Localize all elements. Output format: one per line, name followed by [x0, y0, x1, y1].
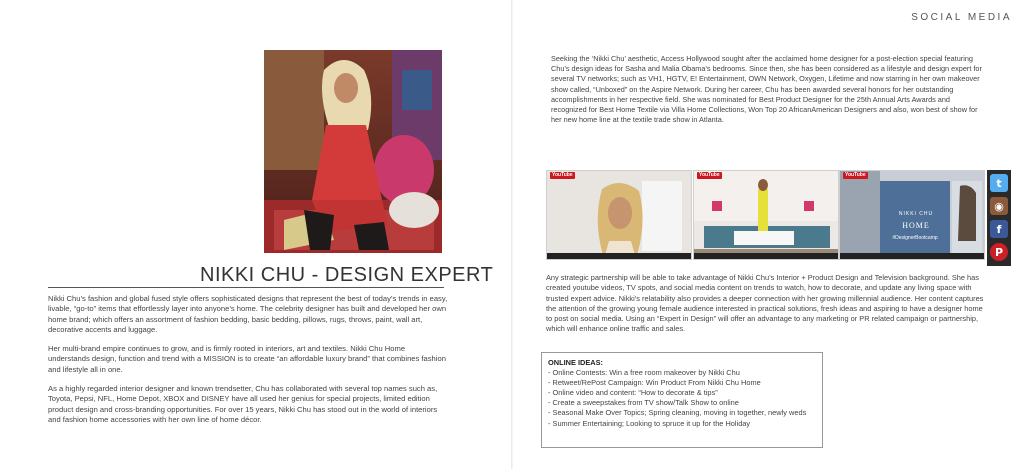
video-thumbnail[interactable]: [546, 170, 692, 260]
youtube-badge: YouTube: [552, 172, 573, 178]
body-paragraph: As a highly regarded interior designer and known trendsetter, Chu has collaborated with several top names such as, Toyota, Pepsi, NFL, Home Depot, XBOX and DISNEY have all used her genius for special projects, limited edition product design and cross-branding opportunities. For over 15 years, Nikki Chu has stood out in the world of interiors and fashion home accessories with her own line of home décor.: [48, 384, 438, 424]
social-icon-strip: [987, 170, 1011, 266]
video-brand-sub: HOME: [902, 221, 930, 230]
left-body-text: [48, 294, 448, 434]
body-paragraph: Seeking the ‘Nikki Chu’ aesthetic, Access Hollywood sought after the acclaimed home designer for a post-election special featuring Chu’s design ideas for Sasha and Malia Obama’s bedrooms. Since then, she has been considered as a lifestyle and design expert for several TV networks; such as VH1, HGTV, E! Entertainment, OWN Network, Oxygen, Lifetime and now starring in her own makeover show called, “Unboxed” on the Aspire Network. During her career, Chu has been awarded several honors for her outstanding accomplishments in her respective field. She was nominated for Best Product Designer for the 25th Annual Arts Awards and recognized for Best Home Textile via Villa Home Collections, Won Top 20 AfricanAmerican Designers and also, won best of show for her new home line at the textile trade show in Atlanta.: [551, 54, 982, 125]
body-paragraph: Her multi-brand empire continues to grow, and is firmly rooted in interiors, art and textiles. Nikki Chu Home understands design, function and trend with a MISSION is to create “an affordable luxury brand” that combines fashion and lifestyle all in one.: [48, 344, 446, 374]
video-hashtag: #DesignerBootcamp: [892, 235, 938, 241]
video-controls-bar: [840, 253, 984, 259]
video-still: [694, 171, 839, 260]
list-item: - Online video and content: “How to decorate & tips”: [548, 388, 718, 398]
video-still: [547, 171, 692, 260]
youtube-badge: YouTube: [699, 172, 720, 178]
video-controls-bar: [694, 253, 838, 259]
body-paragraph: Nikki Chu’s fashion and global fused style offers sophisticated designs that represent the best of today’s trends in easy, livable, “go-to” items that effortlessly layer into anyone’s home. The celebrity designer has built and developed her own home brand; which offers an assortment of fashion bedding, basic bedding, pillows, rugs, throws, paint, wall art, decorative accents and luggage.: [48, 294, 448, 334]
video-thumbnails: [546, 170, 982, 260]
title-divider: [48, 287, 444, 288]
portrait-illustration: [264, 50, 442, 253]
video-controls-bar: [547, 253, 691, 259]
instagram-icon[interactable]: ◉: [990, 197, 1008, 215]
list-item: - Summer Entertaining; Looking to spruce it up for the Holiday: [548, 418, 751, 428]
youtube-badge: YouTube: [845, 172, 866, 178]
online-ideas-title: ONLINE IDEAS:: [548, 358, 604, 367]
online-ideas-list: [548, 368, 816, 429]
portrait-photo: [264, 50, 442, 253]
page-gutter: [511, 0, 513, 469]
online-ideas-box: [541, 352, 823, 448]
right-body-text: [546, 273, 986, 335]
list-item: - Create a sweepstakes from TV show/Talk Show to online: [548, 398, 739, 408]
facebook-icon[interactable]: f: [990, 220, 1008, 238]
video-thumbnail[interactable]: [839, 170, 985, 260]
video-thumbnail[interactable]: [693, 170, 839, 260]
feature-title: NIKKI CHU - DESIGN EXPERT: [200, 264, 494, 286]
pinterest-icon[interactable]: P: [990, 243, 1008, 261]
list-item: - Seasonal Make Over Topics; Spring cleaning, moving in together, newly weds: [548, 408, 807, 418]
right-intro-text: [551, 54, 987, 125]
list-item: - Retweet/RePost Campaign: Win Product From Nikki Chu Home: [548, 378, 761, 388]
video-brand-text: NIKKI CHU: [898, 211, 934, 217]
body-paragraph: Any strategic partnership will be able to take advantage of Nikki Chu’s Interior + Product Design and Television background. She has created youtube videos, TV spots, and social media content on trends to watch, how to decorate, and update any living space with trusted expert advice. Nikki’s relatability also provides a deeper connection with her growing millennial audience. Her content captures the attention of the growing young female audience interested in practical solutions, fresh ideas and aspiring to have a designer home to post on social media. Using an “Expert in Design” will offer an advantage to any marketing or PR related campaign or partnership, which will enhance online traffic and sales.: [546, 273, 984, 334]
list-item: - Online Contests: Win a free room makeover by Nikki Chu: [548, 368, 740, 378]
twitter-icon[interactable]: t: [990, 174, 1008, 192]
section-header: SOCIAL MEDIA: [911, 12, 1012, 23]
